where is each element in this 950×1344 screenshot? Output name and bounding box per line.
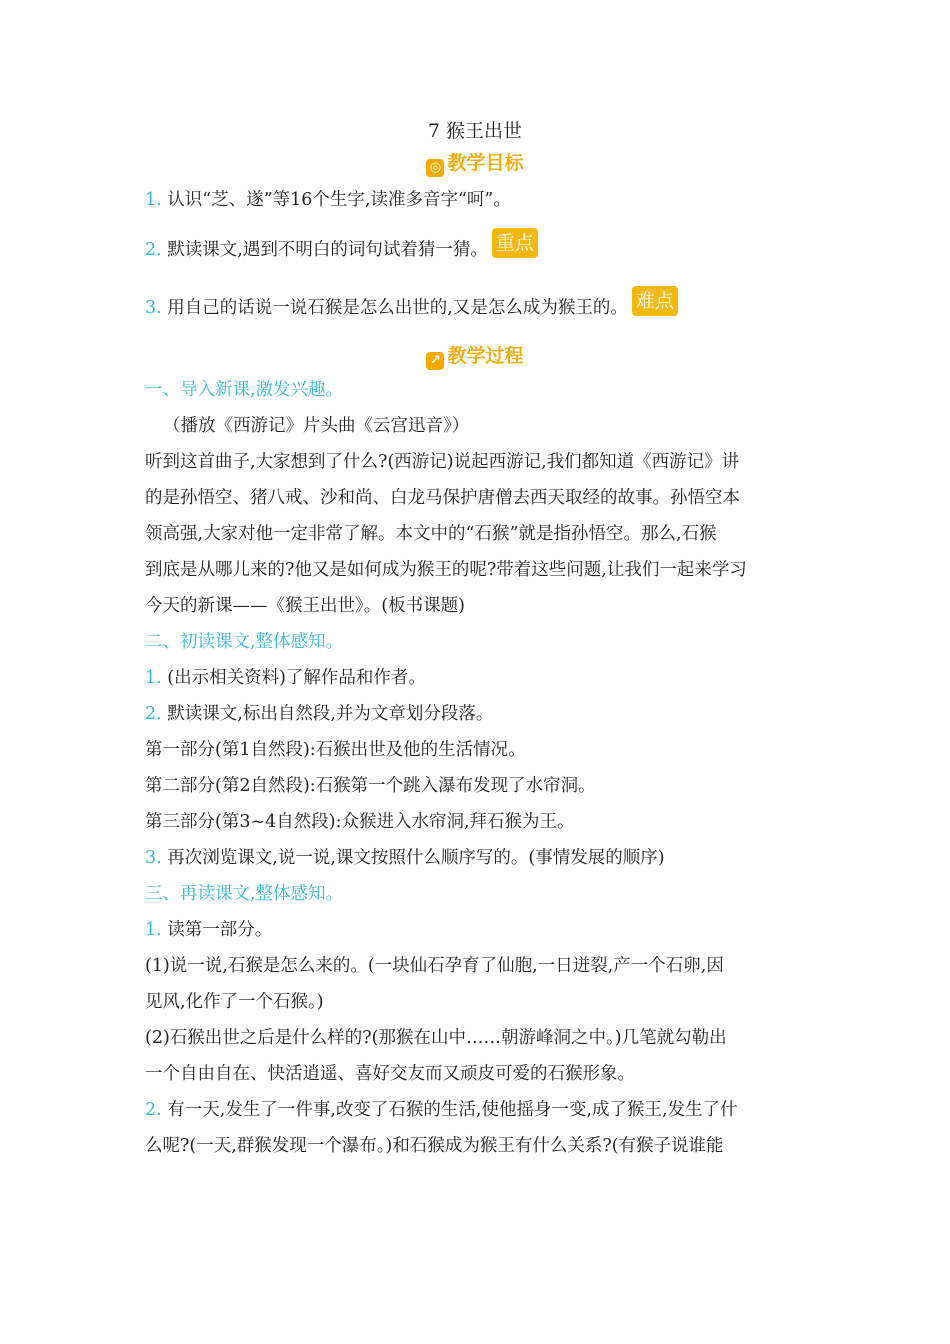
division-line: 第三部分(第3~4自然段):众猴进入水帘洞,拜石猴为王。 bbox=[145, 812, 575, 832]
difficulty-badge: 难点 bbox=[632, 286, 678, 316]
goal-item: 1. 认识“芝、遂”等16个生字,读准多音字“呵”。 bbox=[145, 190, 511, 210]
section-heading-goals: ◎ 教学目标 bbox=[0, 148, 950, 177]
list-item: 1. (出示相关资料)了解作品和作者。 bbox=[145, 668, 426, 688]
part3-heading: 三、再读课文,整体感知。 bbox=[145, 884, 344, 904]
target-icon: ◎ bbox=[426, 159, 444, 177]
section-heading-process: ↗ 教学过程 bbox=[0, 341, 950, 370]
paragraph-line: 见风,化作了一个石猴。) bbox=[145, 992, 324, 1012]
goals-list bbox=[145, 182, 825, 218]
division-line: 第一部分(第1自然段):石猴出世及他的生活情况。 bbox=[145, 740, 526, 760]
part1-intro: （播放《西游记》片头曲《云宫迅音》） bbox=[163, 416, 470, 436]
paragraph-line: 么呢?(一天,群猴发现一个瀑布。)和石猴成为猴王有什么关系?(有猴子说谁能 bbox=[145, 1136, 724, 1156]
lesson-title: 7 猴王出世 bbox=[427, 120, 523, 142]
paragraph-line: 到底是从哪儿来的?他又是如何成为猴王的呢?带着这些问题,让我们一起来学习 bbox=[145, 560, 747, 580]
goal-item: 2. 默读课文,遇到不明白的词句试着猜一猜。 重点 bbox=[145, 228, 825, 268]
process-body bbox=[145, 372, 825, 1164]
part2-heading: 二、初读课文,整体感知。 bbox=[145, 632, 344, 652]
part1-heading: 一、导入新课,激发兴趣。 bbox=[145, 380, 344, 400]
paragraph-line: (1)说一说,石猴是怎么来的。(一块仙石孕育了仙胞,一日迸裂,产一个石卵,因 bbox=[145, 956, 724, 976]
list-item: 2. 有一天,发生了一件事,改变了石猴的生活,使他摇身一变,成了猴王,发生了什 bbox=[145, 1100, 738, 1120]
key-point-badge: 重点 bbox=[492, 228, 538, 258]
paragraph-line: 今天的新课——《猴王出世》。(板书课题) bbox=[145, 596, 465, 616]
list-item: 1. 读第一部分。 bbox=[145, 920, 273, 940]
process-icon: ↗ bbox=[426, 352, 444, 370]
paragraph-line: 领高强,大家对他一定非常了解。本文中的“石猴”就是指孙悟空。那么,石猴 bbox=[145, 524, 717, 544]
paragraph-line: 的是孙悟空、猪八戒、沙和尚、白龙马保护唐僧去西天取经的故事。孙悟空本 bbox=[145, 488, 740, 508]
paragraph-line: 听到这首曲子,大家想到了什么?(西游记)说起西游记,我们都知道《西游记》讲 bbox=[145, 452, 740, 472]
division-line: 第二部分(第2自然段):石猴第一个跳入瀑布发现了水帘洞。 bbox=[145, 776, 596, 796]
paragraph-line: (2)石猴出世之后是什么样的?(那猴在山中……朝游峰洞之中。)几笔就勾勒出 bbox=[145, 1028, 727, 1048]
list-item: 2. 默读课文,标出自然段,并为文章划分段落。 bbox=[145, 704, 494, 724]
goal-item: 3. 用自己的话说一说石猴是怎么出世的,又是怎么成为猴王的。 难点 bbox=[145, 286, 825, 326]
list-item: 3. 再次浏览课文,说一说,课文按照什么顺序写的。(事情发展的顺序) bbox=[145, 848, 665, 868]
paragraph-line: 一个自由自在、快活逍遥、喜好交友而又顽皮可爱的石猴形象。 bbox=[145, 1064, 635, 1084]
